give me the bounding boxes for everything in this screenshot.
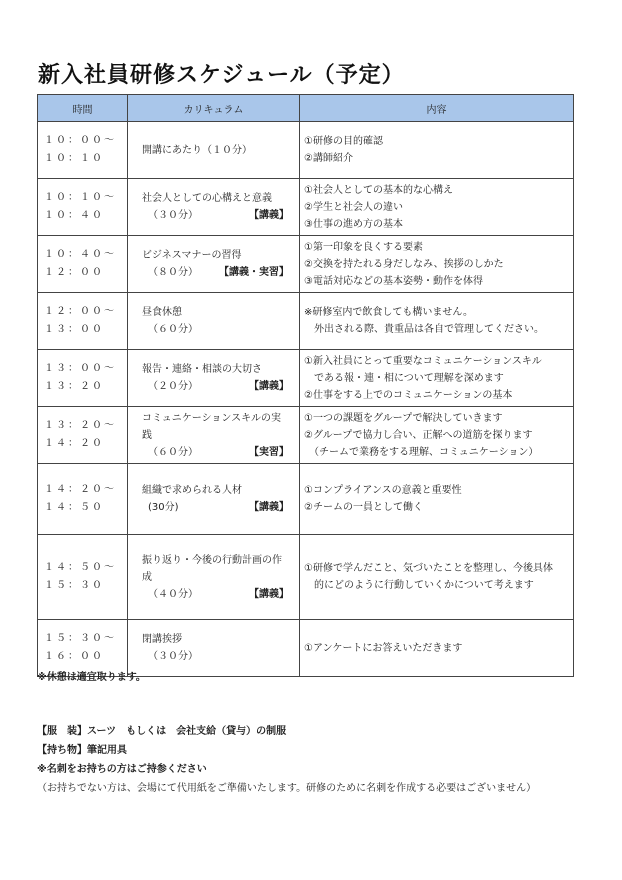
start-time: １０：１０～ (44, 192, 116, 203)
duration: （３０分） (148, 651, 198, 662)
content-cell (300, 179, 574, 236)
format-badge: 【講義】 (249, 588, 289, 600)
time-cell (38, 464, 128, 535)
table-row (38, 179, 574, 236)
curriculum-cell (128, 179, 300, 236)
curriculum-title: ビジネスマナーの習得 (142, 250, 242, 261)
time-cell (38, 293, 128, 350)
end-time: １３：００ (44, 324, 104, 335)
content-cell (300, 293, 574, 350)
footer-info (37, 722, 536, 798)
curriculum-title: 開講にあたり（１０分） (142, 144, 252, 156)
duration: （８０分） (148, 267, 198, 278)
schedule-table (37, 94, 574, 677)
content-cell (300, 464, 574, 535)
header-content: 内容 (300, 95, 574, 122)
content-line: ②チームの一員として働く (304, 502, 423, 513)
duration: （６０分） (148, 446, 198, 458)
content-cell (300, 535, 574, 620)
content-line: ※研修室内で飲食しても構いません。 (304, 307, 473, 318)
content-line: ②仕事をする上でのコミュニケーションの基本 (304, 389, 513, 401)
curriculum-cell (128, 350, 300, 407)
start-time: １３：００～ (44, 363, 116, 374)
curriculum-title: 社会人としての心構えと意義 (142, 193, 272, 204)
curriculum-sub (142, 207, 289, 224)
format-badge: 【講義】 (249, 381, 289, 392)
content-line: ②交換を持たれる身だしなみ、挨拶のしかた (304, 258, 504, 270)
duration: （６０分） (148, 324, 198, 335)
content-cell (300, 236, 574, 293)
content-cell (300, 350, 574, 407)
curriculum-sub (142, 444, 289, 461)
end-time: １６：００ (44, 651, 104, 662)
format-badge: 【講義】 (249, 502, 289, 513)
curriculum-sub (142, 499, 289, 516)
duration: （４０分） (148, 588, 198, 600)
content-cell (300, 407, 574, 464)
curriculum-sub (142, 586, 289, 603)
business-card-detail: （お持ちでない方は、会場にて代用紙をご準備いたします。研修のために名刺を作成する必要はございません） (37, 783, 537, 794)
curriculum-sub (142, 321, 289, 338)
belongings: 【持ち物】筆記用具 (37, 745, 127, 756)
curriculum-sub (142, 648, 289, 665)
table-row (38, 122, 574, 179)
format-badge: 【講義】 (249, 210, 289, 221)
format-badge: 【実習】 (249, 446, 289, 458)
start-time: １０：００～ (44, 135, 116, 146)
duration: （２０分） (148, 381, 198, 392)
curriculum-cell (128, 535, 300, 620)
curriculum-cell (128, 620, 300, 677)
page-title: 新入社員研修スケジュール（予定） (38, 63, 405, 88)
content-line: 外出される際、貴重品は各自で管理してください。 (304, 324, 544, 335)
table-row (38, 535, 574, 620)
end-time: １０：１０ (44, 153, 104, 164)
curriculum-title: 報告・連絡・相談の大切さ (142, 364, 262, 375)
content-line: ②学生と社会人の違い (304, 201, 403, 213)
start-time: １３：２０～ (44, 420, 116, 431)
start-time: １４：５０～ (44, 562, 116, 573)
curriculum-cell (128, 122, 300, 179)
content-line: （チームで業務をする理解、コミュニケーション） (304, 446, 539, 458)
curriculum-title: 閉講挨拶 (142, 634, 182, 645)
start-time: １５：３０～ (44, 633, 116, 644)
curriculum-cell (128, 236, 300, 293)
content-line: ③電話対応などの基本姿勢・動作を体得 (304, 275, 483, 287)
time-cell (38, 236, 128, 293)
curriculum-title: 振り返り・今後の行動計画の作成 (142, 554, 282, 583)
time-cell (38, 407, 128, 464)
content-cell (300, 620, 574, 677)
end-time: １０：４０ (44, 210, 104, 221)
curriculum-cell (128, 464, 300, 535)
content-line: 的にどのように行動していくかについて考えます (304, 580, 534, 591)
content-line: ③仕事の進め方の基本 (304, 218, 403, 230)
content-line: ①アンケートにお答えいただきます (304, 642, 463, 654)
table-row (38, 407, 574, 464)
content-line: ①一つの課題をグループで解決していきます (304, 412, 503, 424)
table-row (38, 464, 574, 535)
end-time: １４：５０ (44, 502, 104, 513)
table-row (38, 350, 574, 407)
curriculum-title: 昼食休憩 (142, 307, 182, 318)
content-line: である報・連・相について理解を深めます (304, 372, 504, 384)
end-time: １２：００ (44, 267, 104, 278)
start-time: １４：２０～ (44, 484, 116, 495)
content-line: ①研修で学んだこと、気づいたことを整理し、今後具体 (304, 563, 553, 574)
duration: （３０分） (148, 210, 198, 221)
end-time: １３：２０ (44, 381, 104, 392)
content-line: ①コンプライアンスの意義と重要性 (304, 485, 462, 496)
time-cell (38, 122, 128, 179)
time-cell (38, 535, 128, 620)
format-badge: 【講義・実習】 (219, 267, 289, 278)
content-line: ②グループで協力し合い、正解への道筋を探ります (304, 429, 533, 441)
end-time: １５：３０ (44, 580, 104, 591)
curriculum-cell (128, 293, 300, 350)
table-row (38, 236, 574, 293)
start-time: １２：００～ (44, 306, 116, 317)
curriculum-sub (142, 378, 289, 395)
header-curriculum: カリキュラム (128, 95, 300, 122)
content-line: ②講師紹介 (304, 153, 353, 164)
content-line: ①第一印象を良くする要素 (304, 241, 423, 253)
curriculum-sub (142, 264, 289, 281)
content-line: ①研修の目的確認 (304, 136, 383, 147)
time-cell (38, 350, 128, 407)
table-header-row (38, 95, 574, 122)
content-line: ①社会人としての基本的な心構え (304, 184, 453, 196)
curriculum-cell (128, 407, 300, 464)
content-cell (300, 122, 574, 179)
break-note: ※休憩は適宜取ります。 (37, 672, 146, 683)
time-cell (38, 179, 128, 236)
curriculum-title: 組織で求められる人材 (142, 485, 242, 496)
end-time: １４：２０ (44, 438, 104, 449)
curriculum-title: コミュニケーションスキルの実践 (142, 412, 281, 441)
table-row (38, 293, 574, 350)
dress-code: 【服 装】スーツ もしくは 会社支給（貸与）の制服 (37, 726, 287, 737)
business-card-note: ※名刺をお持ちの方はご持参ください (37, 764, 207, 775)
header-time: 時間 (38, 95, 128, 122)
start-time: １０：４０～ (44, 249, 116, 260)
content-line: ①新入社員にとって重要なコミュニケーションスキル (304, 355, 542, 367)
duration: (30分) (148, 502, 179, 513)
